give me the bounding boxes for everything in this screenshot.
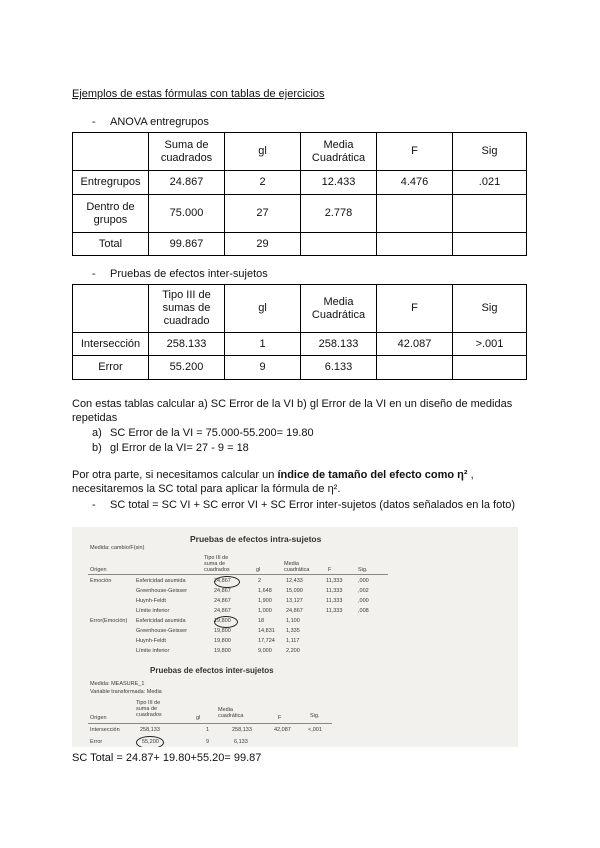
photo-row-value: 19,800 bbox=[214, 638, 231, 644]
photo-rule bbox=[88, 723, 332, 724]
table-cell: 42.087 bbox=[377, 333, 453, 356]
header-cell: F bbox=[377, 285, 453, 333]
photo-col-header: F bbox=[278, 715, 282, 721]
photo-row-value: 13,127 bbox=[286, 598, 303, 604]
answer-a-label: a) bbox=[92, 427, 102, 439]
table-cell: 9 bbox=[225, 356, 301, 380]
table2-caption: Pruebas de efectos inter-sujetos bbox=[110, 268, 268, 280]
photo-row-value: 9 bbox=[206, 739, 210, 745]
photo-row-value: 12,433 bbox=[286, 578, 303, 584]
table-cell: 27 bbox=[225, 195, 301, 233]
header-cell bbox=[73, 133, 149, 171]
photo-row-value: 258,133 bbox=[140, 727, 160, 733]
photo-col-header: Tipo III de suma de cuadrados bbox=[204, 555, 230, 573]
photo-row-value: 1,335 bbox=[286, 628, 300, 634]
table-cell: .021 bbox=[453, 171, 527, 195]
photo-col-header: Origen bbox=[90, 715, 107, 721]
table-cell: 55.200 bbox=[149, 356, 225, 380]
photo-row-value: 1,648 bbox=[258, 588, 272, 594]
table-cell: 99.867 bbox=[149, 233, 225, 256]
photo-col-header: Media cuadrática bbox=[284, 561, 310, 573]
photo-row-value: 6,133 bbox=[234, 739, 248, 745]
table-cell: 24.867 bbox=[149, 171, 225, 195]
header-cell: Sig bbox=[453, 133, 527, 171]
photo-row-value: 1,117 bbox=[286, 638, 300, 644]
table1-bullet: - bbox=[92, 116, 96, 128]
table-row bbox=[73, 333, 527, 356]
table-cell: 12.433 bbox=[301, 171, 377, 195]
photo-transformed: Variable transformada: Media bbox=[90, 689, 162, 695]
table-cell: Dentro de grupos bbox=[73, 195, 149, 233]
photo-row-label: Límite inferior bbox=[136, 608, 170, 614]
photo-row-value: <,001 bbox=[308, 727, 322, 733]
photo-group-label: Emoción bbox=[90, 578, 112, 584]
photo-row-value: 14,831 bbox=[258, 628, 275, 634]
table-cell: >.001 bbox=[453, 333, 527, 356]
header-cell: gl bbox=[225, 133, 301, 171]
photo-row-value: 11,333 bbox=[326, 598, 343, 604]
header-cell: gl bbox=[225, 285, 301, 333]
question-paragraph: Con estas tablas calcular a) SC Error de la VI b) gl Error de la VI en un diseño de medidas repetidas bbox=[72, 398, 513, 424]
table-cell bbox=[377, 195, 453, 233]
header-cell: Suma de cuadrados bbox=[149, 133, 225, 171]
header-cell: F bbox=[377, 133, 453, 171]
answer-b-text: gl Error de la VI= 27 - 9 = 18 bbox=[110, 442, 249, 454]
anova-table bbox=[72, 132, 527, 256]
table-cell: 258.133 bbox=[301, 333, 377, 356]
photo-row-label: Esfericidad asumida bbox=[136, 578, 186, 584]
photo-row-value: 1,900 bbox=[258, 598, 272, 604]
photo-row-value: ,008 bbox=[358, 608, 369, 614]
table-cell bbox=[377, 356, 453, 380]
header-cell: Sig bbox=[453, 285, 527, 333]
photo-row-value: 258,133 bbox=[232, 727, 252, 733]
photo-row-label: Huynh-Feldt bbox=[136, 598, 166, 604]
photo-row-label: Intersección bbox=[90, 727, 120, 733]
photo-row-value: 24,867 bbox=[214, 578, 231, 584]
table-cell bbox=[301, 233, 377, 256]
table-cell: 75.000 bbox=[149, 195, 225, 233]
photo-row-value: 19,800 bbox=[214, 628, 231, 634]
photo-row-value: 1 bbox=[206, 727, 210, 733]
photo-row-value: 24,867 bbox=[286, 608, 303, 614]
table-cell: 2 bbox=[225, 171, 301, 195]
photo-col-header: F bbox=[328, 567, 332, 573]
photo-col-header: Tipo III de suma de cuadrados bbox=[136, 700, 162, 718]
para2-bold: índice de tamaño del efecto como η² bbox=[277, 469, 468, 481]
header-cell: Tipo III de sumas de cuadrado bbox=[149, 285, 225, 333]
table-row bbox=[73, 356, 527, 380]
table-cell: 6.133 bbox=[301, 356, 377, 380]
inter-subjects-table bbox=[72, 284, 527, 380]
table-cell: 29 bbox=[225, 233, 301, 256]
header-cell bbox=[73, 285, 149, 333]
table-row bbox=[73, 171, 527, 195]
table-cell bbox=[453, 195, 527, 233]
photo-row-value: ,002 bbox=[358, 588, 369, 594]
photo-row-value: 15,090 bbox=[286, 588, 303, 594]
photo-row-value: 42,087 bbox=[274, 727, 291, 733]
photo-title-intra: Pruebas de efectos intra-sujetos bbox=[190, 534, 322, 544]
table-cell bbox=[453, 356, 527, 380]
photo-row-label: Límite inferior bbox=[136, 648, 170, 654]
highlight-circle bbox=[136, 736, 164, 747]
final-result: SC Total = 24.87+ 19.80+55.20= 99.87 bbox=[72, 752, 262, 764]
highlight-circle bbox=[214, 616, 238, 628]
photo-col-header: gl bbox=[196, 715, 201, 721]
table-cell: 2.778 bbox=[301, 195, 377, 233]
photo-row-value: 11,333 bbox=[326, 588, 343, 594]
spss-output-photo bbox=[72, 527, 518, 747]
bullet3-text: SC total = SC VI + SC error VI + SC Error inter-sujetos (datos señalados en la foto) bbox=[110, 499, 516, 511]
header-cell: Media Cuadrática bbox=[301, 133, 377, 171]
photo-row-label: Esfericidad asumida bbox=[136, 618, 186, 624]
photo-col-header: Origen bbox=[90, 567, 107, 573]
header-cell: Media Cuadrática bbox=[301, 285, 377, 333]
photo-measure-1: Medida: cambio/F(sin) bbox=[90, 545, 145, 551]
photo-row-value: 17,724 bbox=[258, 638, 275, 644]
photo-row-value: 11,333 bbox=[326, 608, 343, 614]
table-cell: Intersección bbox=[73, 333, 149, 356]
table-header-row bbox=[73, 285, 527, 333]
photo-row-value: 19,800 bbox=[214, 618, 231, 624]
table-cell: Entregrupos bbox=[73, 171, 149, 195]
page-heading: Ejemplos de estas fórmulas con tablas de ejercicios bbox=[72, 88, 325, 100]
photo-row-label: Huynh-Feldt bbox=[136, 638, 166, 644]
answer-b-label: b) bbox=[92, 442, 102, 454]
para2-after: , necesitaremos la SC total para aplicar la fórmula de η². bbox=[72, 469, 474, 495]
highlight-circle bbox=[214, 576, 240, 588]
photo-group-label: Error(Emoción) bbox=[90, 618, 128, 624]
photo-row-value: 2,200 bbox=[286, 648, 300, 654]
photo-row-value: 19,800 bbox=[214, 648, 231, 654]
photo-row-value: 2 bbox=[258, 578, 262, 584]
answer-a-text: SC Error de la VI = 75.000-55.200= 19.80 bbox=[110, 427, 314, 439]
table-cell bbox=[377, 233, 453, 256]
table-row bbox=[73, 233, 527, 256]
photo-col-header: gl bbox=[256, 567, 261, 573]
photo-row-value: ,000 bbox=[358, 578, 369, 584]
photo-col-header: Media cuadrática bbox=[218, 707, 244, 719]
photo-row-value: 1,100 bbox=[286, 618, 300, 624]
photo-row-value: 18 bbox=[258, 618, 265, 624]
table-cell: Error bbox=[73, 356, 149, 380]
photo-rule bbox=[88, 574, 388, 575]
table-cell: Total bbox=[73, 233, 149, 256]
photo-row-label: Greenhouse-Geisser bbox=[136, 628, 188, 634]
photo-row-value: 9,000 bbox=[258, 648, 272, 654]
photo-row-value: 1,000 bbox=[258, 608, 272, 614]
photo-row-value: 24,867 bbox=[214, 608, 231, 614]
photo-measure-2: Medida: MEASURE_1 bbox=[90, 681, 145, 687]
table-cell: 4.476 bbox=[377, 171, 453, 195]
photo-row-value: 11,333 bbox=[326, 578, 343, 584]
photo-row-label: Error bbox=[90, 739, 103, 745]
photo-col-header: Sig. bbox=[358, 567, 368, 573]
photo-row-value: 55,200 bbox=[142, 739, 159, 745]
table-cell: 258.133 bbox=[149, 333, 225, 356]
photo-title-inter: Pruebas de efectos inter-sujetos bbox=[150, 666, 274, 675]
photo-col-header: Sig. bbox=[310, 713, 320, 719]
table-cell: 1 bbox=[225, 333, 301, 356]
photo-row-value: ,000 bbox=[358, 598, 369, 604]
para2-before: Por otra parte, si necesitamos calcular un bbox=[72, 469, 278, 481]
photo-row-value: 24,867 bbox=[214, 588, 231, 594]
table-cell bbox=[453, 233, 527, 256]
table-header-row bbox=[73, 133, 527, 171]
table2-bullet: - bbox=[92, 268, 96, 280]
bullet3-dash: - bbox=[92, 499, 96, 511]
table-row bbox=[73, 195, 527, 233]
table1-caption: ANOVA entregrupos bbox=[110, 116, 209, 128]
effect-size-paragraph bbox=[72, 468, 542, 496]
photo-row-value: 24,867 bbox=[214, 598, 231, 604]
photo-row-label: Greenhouse-Geisser bbox=[136, 588, 188, 594]
